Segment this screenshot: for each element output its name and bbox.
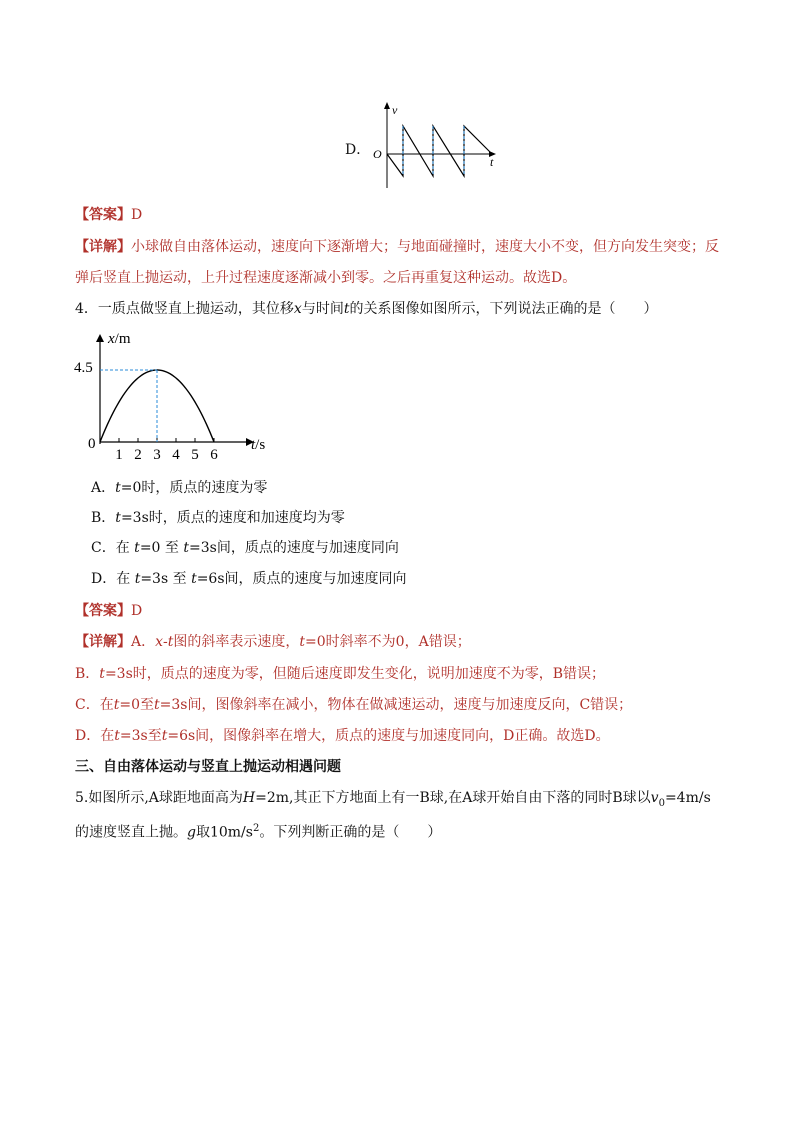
section-3-title: 三、自由落体运动与竖直上抛运动相遇问题 xyxy=(75,759,341,775)
tick-label-1: 1 xyxy=(115,447,123,463)
tick-label-4: 4 xyxy=(172,447,180,463)
v-axis-arrow xyxy=(384,102,390,109)
tick-label-5: 5 xyxy=(191,447,199,463)
q4-stem: 4．一质点做竖直上抛运动，其位移x与时间t的关系图像如图所示，下列说法正确的是（ ） xyxy=(75,301,658,317)
option-d-label: D． xyxy=(345,142,371,158)
q4-detail-c: C．在t=0至t=3s间，图像斜率在减小，物体在做减速运动，速度与加速度反向，C错误； xyxy=(75,697,633,713)
t-axis-label: t xyxy=(490,155,494,169)
q5-line2: 的速度竖直上抛。g取$10m/s^2$。下列判断正确的是（ ） xyxy=(75,823,442,841)
tick-marks xyxy=(119,438,214,442)
q4-detail-a: 【详解】A．x-t图的斜率表示速度，t=0时斜率不为0，A错误； xyxy=(75,634,471,650)
q4-detail-d: D．在t=3s至t=6s间，图像斜率在增大，质点的速度与加速度同向，D正确。故选D。 xyxy=(75,728,610,744)
option-d-vt-graph xyxy=(370,102,510,192)
tick-label-3: 3 xyxy=(153,447,161,463)
t-axis-label: t/s xyxy=(251,437,266,453)
origin-label: O xyxy=(373,147,382,161)
q3-detail-line2: 弹后竖直上抛运动，上升过程速度逐渐减小到零。之后再重复这种运动。故选D。 xyxy=(75,270,577,286)
q4-detail-b: B．t=3s时，质点的速度为零，但随后速度即发生变化，说明加速度不为零，B错误； xyxy=(75,666,606,682)
x-axis-arrow xyxy=(96,334,104,342)
peak-value-label: 4.5 xyxy=(74,360,93,376)
q4-option-c[interactable]: C．在 t=0 至 t=3s间，质点的速度与加速度同向 xyxy=(91,540,399,556)
q3-answer: 【答案】D xyxy=(75,207,143,223)
v-axis-label: v xyxy=(392,103,398,117)
tick-label-2: 2 xyxy=(134,447,142,463)
origin-label: 0 xyxy=(88,436,96,452)
q4-answer: 【答案】D xyxy=(75,603,143,619)
y-axis-label: x/m xyxy=(108,331,131,347)
q4-xt-graph xyxy=(70,326,300,466)
q3-detail-line1: 【详解】小球做自由落体运动，速度向下逐渐增大；与地面碰撞时，速度大小不变，但方向发生突变；反 xyxy=(75,239,719,255)
q4-option-d[interactable]: D．在 t=3s 至 t=6s间，质点的速度与加速度同向 xyxy=(91,571,407,587)
tick-labels xyxy=(115,447,218,463)
tick-label-6: 6 xyxy=(210,447,218,463)
q4-option-b[interactable]: B．t=3s时，质点的速度和加速度均为零 xyxy=(91,510,345,526)
q5-line1: 5.如图所示,A球距地面高为H=2m,其正下方地面上有一B球,在A球开始自由下落的同时B球以$v_0=4m/s$ xyxy=(75,790,711,809)
q4-option-a[interactable]: A．t=0时，质点的速度为零 xyxy=(91,480,268,496)
